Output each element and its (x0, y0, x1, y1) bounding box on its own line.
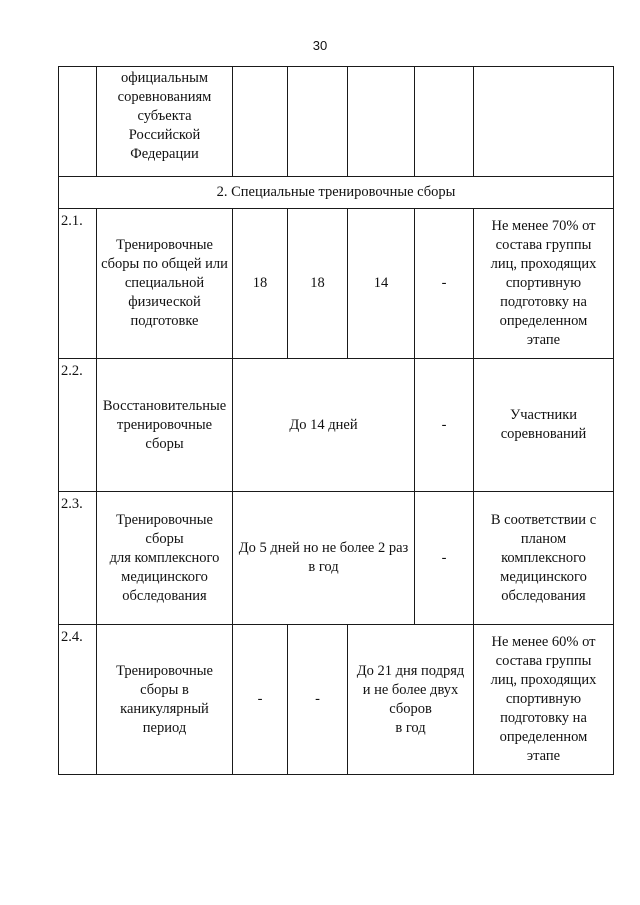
row-number: 2.3. (59, 492, 97, 625)
section-heading: 2. Специальные тренировочные сборы (59, 177, 614, 209)
table-cell (348, 67, 415, 177)
table-cell: - (415, 492, 474, 625)
table-cell (415, 67, 474, 177)
table-row (59, 625, 614, 775)
row-note: Не менее 60% от состава группы лиц, проходящих спортивную подготовку на определенном этапе (474, 625, 614, 775)
row-note: Не менее 70% от состава группы лиц, проходящих спортивную подготовку на определенном этапе (474, 209, 614, 359)
table-cell: До 21 дня подряд и не более двух сборов в год (348, 625, 474, 775)
table-cell: 14 (348, 209, 415, 359)
table-row (59, 67, 614, 177)
table-cell: - (288, 625, 348, 775)
table-cell (288, 67, 348, 177)
section-heading-row (59, 177, 614, 209)
row-number: 2.4. (59, 625, 97, 775)
table-row (59, 209, 614, 359)
table-cell (474, 67, 614, 177)
table-cell: До 14 дней (233, 359, 415, 492)
table-cell: официальным соревнованиям субъекта Российской Федерации (97, 67, 233, 177)
table-cell: 18 (233, 209, 288, 359)
table-cell: - (233, 625, 288, 775)
page-number: 30 (312, 38, 328, 53)
table-row (59, 492, 614, 625)
row-number: 2.2. (59, 359, 97, 492)
row-note: Участники соревнований (474, 359, 614, 492)
table-cell: До 5 дней но не более 2 раз в год (233, 492, 415, 625)
table-cell (233, 67, 288, 177)
row-number: 2.1. (59, 209, 97, 359)
table-cell: 18 (288, 209, 348, 359)
row-name: Восстановительные тренировочные сборы (97, 359, 233, 492)
table-cell: - (415, 209, 474, 359)
row-name: Тренировочные сборы по общей или специальной физической подготовке (97, 209, 233, 359)
table-cell (59, 67, 97, 177)
training-camps-table (58, 66, 614, 775)
table-row (59, 359, 614, 492)
row-name: Тренировочные сборы для комплексного медицинского обследования (97, 492, 233, 625)
table-cell: - (415, 359, 474, 492)
row-name: Тренировочные сборы в каникулярный период (97, 625, 233, 775)
row-note: В соответствии с планом комплексного медицинского обследования (474, 492, 614, 625)
